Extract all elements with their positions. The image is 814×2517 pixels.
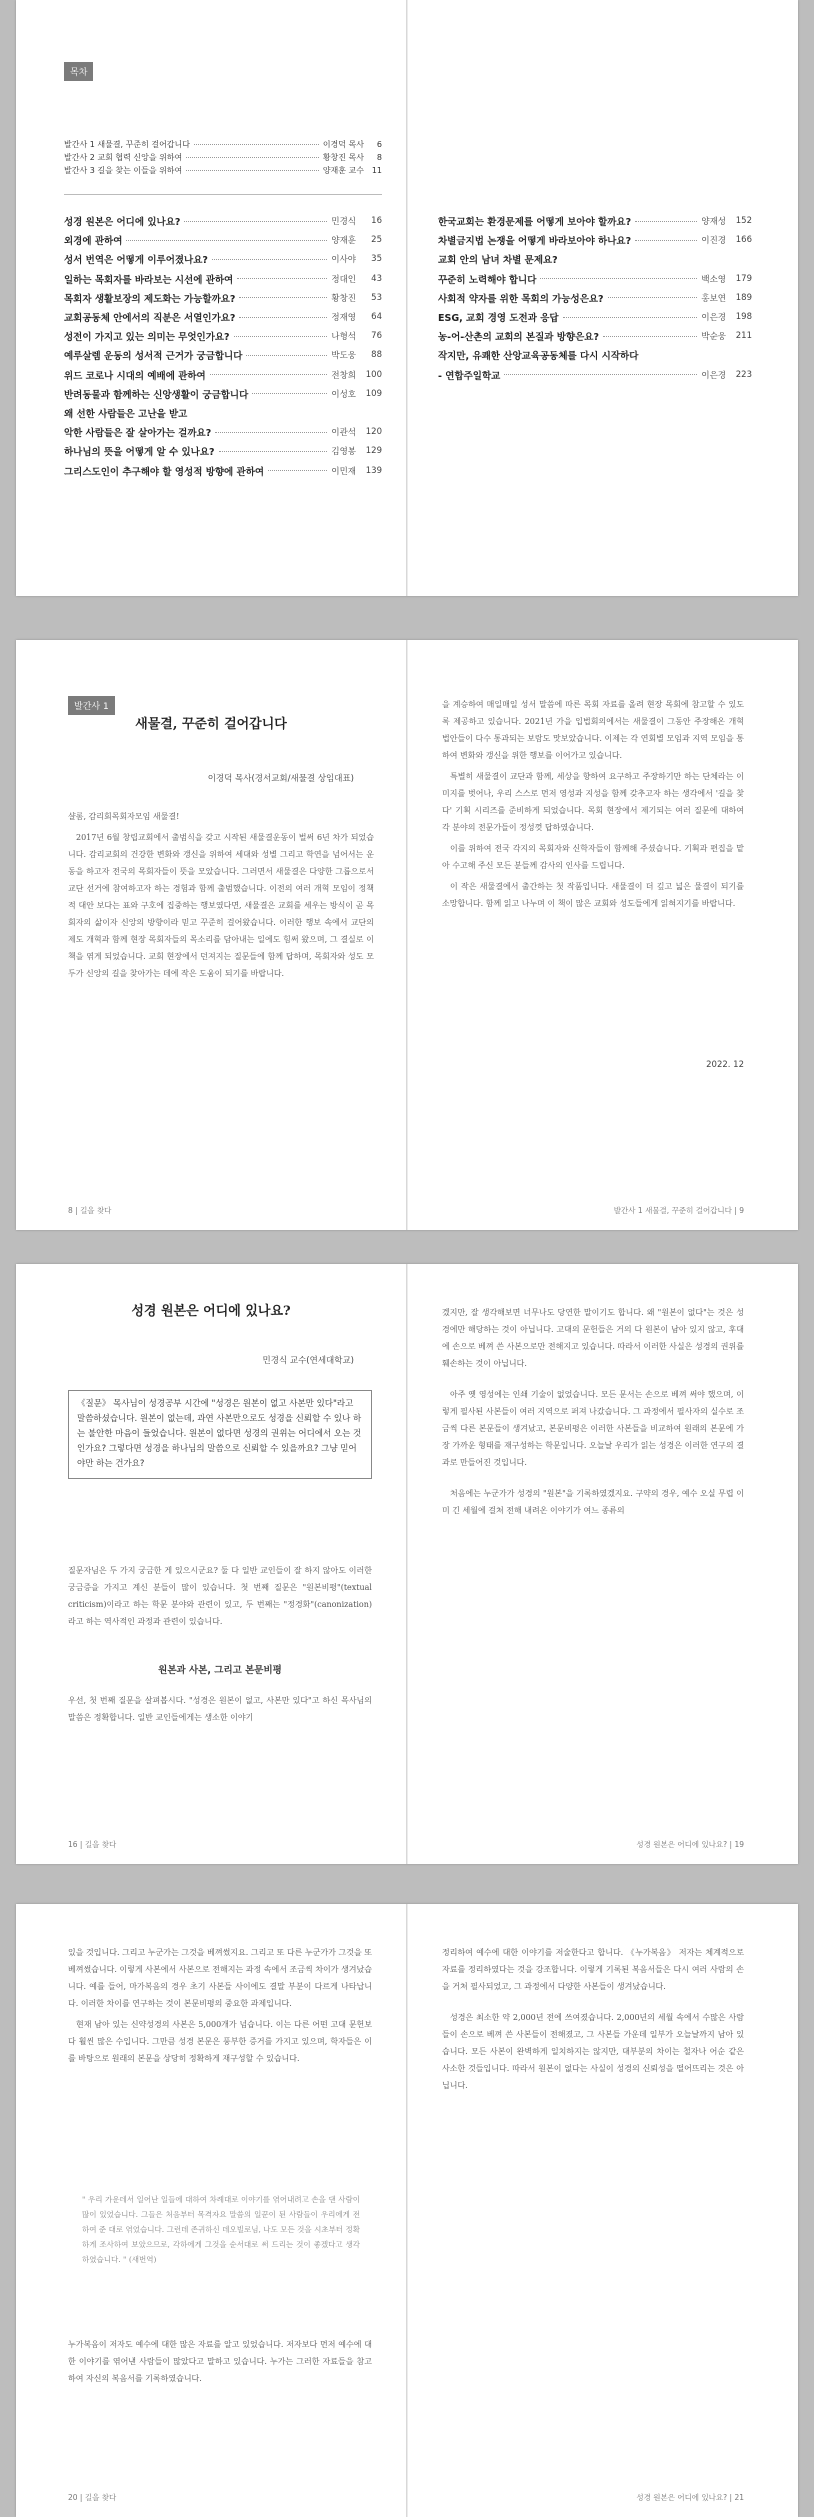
toc-entry[interactable] <box>64 233 382 247</box>
toc-entry-author: 황창진 <box>331 293 356 304</box>
paragraph: 특별히 새물결이 교단과 함께, 세상을 향하여 요구하고 주장하기만 하는 단체라는 이미지를 벗어나, 우리 스스로 먼저 영성과 지성을 함께 갖추고자 하는 생각에서 '길을 찾다' 기획 시리즈를 준비하게 되었습니다. 목회 현장에서 제기되는 여러 질문에 대하여 각 분야의 전문가들이 정성껏 답하였습니다. <box>442 772 744 832</box>
toc-badge: 목차 <box>64 62 93 81</box>
toc-entry[interactable] <box>64 291 382 305</box>
toc-entry-page: 120 <box>365 427 382 438</box>
chapter-paragraph: 우선, 첫 번째 질문을 살펴봅시다. "성경은 원본이 없고, 사본만 있다"고 하신 목사님의 말씀은 정확합니다. 일반 교인들에게는 생소한 이야기 <box>68 1696 372 1722</box>
toc-entry-title: 차별금지법 논쟁을 어떻게 바라보아야 하나요? <box>438 236 632 248</box>
toc-entry-title: 예루살렘 운동의 성서적 근거가 궁금합니다 <box>64 351 243 363</box>
toc-entry-page: 223 <box>735 369 752 380</box>
toc-leader-dots <box>212 259 327 260</box>
paragraph: 성경은 최소한 약 2,000년 전에 쓰여졌습니다. 2,000년의 세월 속에서 수많은 사람들이 손으로 베껴 쓴 사본들이 전해졌고, 그 사본들 가운데 일부가 오늘날까지 남아 있습니다. 모든 사본이 완벽하게 일치하지는 않지만, 대부분의 차이는 철자나 어순 같은 사소한 것들입니다. 따라서 원본이 없다는 사실이 성경의 신뢰성을 떨어뜨리는 것은 아닙니다. <box>442 2013 744 2090</box>
chapter-spread <box>16 1264 798 1864</box>
toc-entry-author: 전창희 <box>331 370 356 381</box>
toc-entry[interactable] <box>64 329 382 343</box>
toc-entry-title: 발간사 2 교회 협력 신앙을 위하여 <box>64 153 183 162</box>
toc-entry[interactable] <box>438 214 752 228</box>
toc-leader-dots <box>234 336 328 337</box>
toc-entry-author: 이사야 <box>331 255 356 266</box>
toc-entry-author: 김영봉 <box>331 447 356 458</box>
toc-leader-dots <box>186 157 319 158</box>
toc-entry-author: 양재성 <box>701 217 726 227</box>
continued-right-page <box>407 1904 798 2517</box>
preface-badge: 발간사 1 <box>68 696 115 715</box>
toc-leader-dots <box>210 374 328 375</box>
toc-entry-page: 129 <box>365 446 382 457</box>
toc-right-page <box>407 0 798 596</box>
toc-entry-page: 152 <box>735 216 752 226</box>
preface-author: 이경덕 목사(경서교회/새물결 상임대표) <box>207 774 354 784</box>
toc-entry-page: 198 <box>735 312 752 322</box>
toc-entry-author: 홍보연 <box>701 293 726 304</box>
toc-entry[interactable] <box>438 233 752 247</box>
toc-entry-page: 8 <box>376 153 382 162</box>
toc-spread <box>16 0 798 596</box>
chapter-right-page <box>407 1264 798 1864</box>
toc-entry-page: 189 <box>735 292 752 303</box>
toc-leader-dots <box>252 393 327 394</box>
toc-entry-author: 박순웅 <box>701 332 726 343</box>
paragraph: 겠지만, 잘 생각해보면 너무나도 당연한 말이기도 합니다. 왜 "원본이 없다"는 것은 성경에만 해당하는 것이 아닙니다. 고대의 문헌들은 거의 다 원본이 남아 있지 않고, 후대에 손으로 베껴 쓴 사본으로만 전해지고 있습니다. 따라서 이러한 사실은 성경의 권위를 훼손하는 것이 아닙니다. <box>442 1308 744 1368</box>
question-box: 《질문》 목사님이 성경공부 시간에 "성경은 원본이 없고 사본만 있다"라고 말씀하셨습니다. 원본이 없는데, 과연 사본만으로도 성경을 신뢰할 수 있나 하는 불안한 마음이 들었습니다. 원본이 없다면 성경의 권위는 어디에서 오는 것인가요? 그렇다면 성경을 하나님의 말씀으로 신뢰할 수 있을까요? 그냥 믿어야만 하는 건가요? <box>68 1390 372 1479</box>
paragraph: 아주 옛 영성에는 인쇄 기술이 없었습니다. 모든 문서는 손으로 베껴 써야 했으며, 이렇게 필사된 사본들이 여러 지역으로 퍼져 나갔습니다. 그 과정에서 필사자의 실수로 조금씩 다른 본문들이 생겨났고, 본문비평은 이러한 사본들을 비교하여 원래의 본문에 가장 가까운 형태를 재구성하는 학문입니다. 오늘날 우리가 읽는 성경은 이러한 연구의 결과로 만들어진 것입니다. <box>442 1390 744 1467</box>
toc-leader-dots <box>608 297 698 298</box>
toc-entry-title: 교회 안의 남녀 차별 문제요? <box>438 255 558 267</box>
toc-entry-author: 이관석 <box>331 428 356 439</box>
section-heading: 원본과 사본, 그리고 본문비평 <box>158 1665 282 1676</box>
toc-entry-title: 농-어-산촌의 교회의 본질과 방향은요? <box>438 332 599 344</box>
toc-entry[interactable] <box>64 425 382 439</box>
continued-paragraph: 누가복음이 저자도 예수에 대한 많은 자료를 알고 있었습니다. 저자보다 먼저 예수에 대한 이야기를 엮어낸 사람들이 많았다고 말하고 있습니다. 누가는 그러한 자료들을 참고하여 자신의 복음서를 기록하였습니다. <box>68 2340 372 2383</box>
toc-entry[interactable] <box>64 387 382 401</box>
toc-entry-title: 발간사 3 길을 찾는 이들을 위하여 <box>64 166 183 175</box>
toc-entry-title: 성서 번역은 어떻게 이루어졌나요? <box>64 255 208 267</box>
preface-date: 2022. 12 <box>706 1060 744 1070</box>
paragraph: 2017년 6월 창립교회에서 출범식을 갖고 시작된 새물결운동이 벌써 6년 차가 되었습니다. 감리교회의 건강한 변화와 갱신을 위하여 세대와 성별 그리고 학연을 넘어서는 운동을 하고자 전국의 목회자들이 뜻을 모았습니다. 그러면서 새물결은 다양한 그룹으로서 교단 선거에 참여하고자 하는 경험과 함께 출범했습니다. 이전의 여러 개혁 모임이 정책적 대안 보다는 표와 구호에 집중하는 행보였다면, 새물결은 교회를 세우는 방식이 곧 목회자의 삶이자 신앙의 방향이라 믿고 꾸준히 걸어왔습니다. 이러한 행보 속에서 교단의 제도 개혁과 함께 현장 목회자들의 목소리를 담아내는 일에도 힘써 왔으며, 그 결실로 이 책을 엮게 되었습니다. 교회 현장에서 던져지는 질문들에 함께 답하며, 목회자와 성도 모두가 신앙의 길을 찾아가는 데에 작은 도움이 되기를 바랍니다. <box>68 833 374 978</box>
toc-entry-page: 109 <box>365 388 382 399</box>
toc-entry-title: 성경 원본은 어디에 있나요? <box>64 217 181 228</box>
preface-spread <box>16 640 798 1230</box>
toc-entry[interactable] <box>438 252 752 266</box>
toc-entry[interactable] <box>64 310 382 324</box>
toc-entry-title: 작지만, 유쾌한 산앙교육공동체를 다시 시작하다 <box>438 351 639 363</box>
toc-entry[interactable] <box>64 165 382 176</box>
preface-left-page <box>16 640 407 1230</box>
chapter-author: 민경식 교수(연세대학교) <box>262 1356 354 1366</box>
toc-entry-author: 이은경 <box>701 313 726 323</box>
toc-entry[interactable] <box>64 139 382 150</box>
paragraph: 을 계승하여 매일매일 성서 말씀에 따른 목회 자료를 올려 현장 목회에 참고할 수 있도록 제공하고 있습니다. 2021년 가을 입법회의에서는 새물결이 그동안 주장해온 개혁 법안들이 다수 통과되는 보람도 맛보았습니다. 이제는 각 연회별 모임과 지역 모임을 통하여 변화와 갱신을 위한 행보를 이어가고 있습니다. <box>442 700 744 760</box>
toc-entry-title: 반려동물과 함께하는 신앙생활이 궁금합니다 <box>64 389 249 401</box>
toc-entry-author: 정재영 <box>331 313 356 323</box>
page-folio: 성경 원본은 어디에 있나요? | 19 <box>636 1840 744 1849</box>
continued-left-page <box>16 1904 407 2517</box>
toc-entry-title: 왜 선한 사람들은 고난을 받고 <box>64 409 188 420</box>
paragraph: 현재 남아 있는 신약성경의 사본은 5,000개가 넘습니다. 이는 다른 어떤 고대 문헌보다 훨씬 많은 수입니다. 그만큼 성경 본문은 풍부한 증거를 가지고 있으며, 학자들은 이를 바탕으로 원래의 본문을 상당히 정확하게 재구성할 수 있습니다. <box>68 2020 372 2063</box>
preface-title: 새물결, 꾸준히 걸어갑니다 <box>135 717 287 732</box>
toc-entry-author: 나형석 <box>331 332 356 343</box>
toc-entry-title: ESG, 교회 경영 도전과 응답 <box>438 313 559 324</box>
toc-leader-dots <box>635 221 697 222</box>
chapter-intro: 질문자님은 두 가지 궁금한 게 있으시군요? 둘 다 일반 교인들이 잘 하지 않아도 이러한 궁금증을 가지고 계신 분들이 많이 있습니다. 첫 번째 질문은 "원본비평"(textual criticism)이라고 하는 학문 분야와 관련이 있고, 두 번째는 "정경화"(canonization)라고 하는 역사적인 과정과 관련이 있습니다. <box>68 1566 372 1626</box>
page-folio: 성경 원본은 어디에 있나요? | 21 <box>636 2493 744 2502</box>
toc-leader-dots <box>635 240 697 241</box>
toc-entry-page: 53 <box>371 292 382 303</box>
toc-entry[interactable] <box>64 464 382 478</box>
toc-entry-author: 민경식 <box>331 217 356 227</box>
toc-entry-page: 16 <box>371 216 382 226</box>
toc-entry-title: 사회적 약자를 위한 목회의 가능성은요? <box>438 293 604 305</box>
toc-entry-page: 166 <box>735 235 752 246</box>
toc-entry-page: 35 <box>371 254 382 265</box>
toc-divider <box>64 194 382 195</box>
toc-entry-author: 이성호 <box>331 389 356 400</box>
toc-entry-page: 64 <box>371 312 382 322</box>
toc-leader-dots <box>239 297 327 298</box>
toc-entry-page: 76 <box>371 331 382 342</box>
continued-left-text <box>68 1944 372 2067</box>
continued-right-text <box>442 1944 744 2094</box>
toc-leader-dots <box>184 221 327 222</box>
toc-entry-title: 하나님의 뜻을 어떻게 알 수 있나요? <box>64 447 215 459</box>
toc-entry-title: 위드 코로나 시대의 예배에 관하여 <box>64 370 206 382</box>
toc-leader-dots <box>194 144 319 145</box>
toc-entry[interactable] <box>64 368 382 382</box>
toc-entry-page: 100 <box>365 369 382 380</box>
toc-entry-title: 한국교회는 환경문제를 어떻게 보아야 할까요? <box>438 217 632 228</box>
toc-leader-dots <box>563 317 698 318</box>
toc-entry-author: 정대인 <box>331 274 356 285</box>
toc-entry[interactable] <box>64 406 382 420</box>
toc-entry-author: 황창진 목사 <box>322 153 364 162</box>
toc-entry[interactable] <box>438 368 752 382</box>
toc-entry[interactable] <box>64 444 382 458</box>
toc-entry-author: 양재훈 교수 <box>322 166 364 175</box>
toc-leader-dots <box>219 451 328 452</box>
toc-entry-title: 외경에 관하여 <box>64 236 123 248</box>
toc-entry-title: 일하는 목회자를 바라보는 시선에 관하여 <box>64 274 234 286</box>
paragraph: 샬롬, 감리회목회자모임 새물결! <box>68 812 180 821</box>
toc-entry-page: 88 <box>371 350 382 361</box>
toc-leader-dots <box>268 470 327 471</box>
chapter-title: 성경 원본은 어디에 있나요? <box>131 1304 291 1319</box>
toc-leader-dots <box>246 355 327 356</box>
toc-entry-page: 11 <box>371 166 382 175</box>
toc-leader-dots <box>215 432 327 433</box>
toc-entry-title: 꾸준히 노력해야 합니다 <box>438 274 537 286</box>
page-folio: 8 | 길을 찾다 <box>68 1206 112 1215</box>
toc-entry[interactable] <box>64 272 382 286</box>
toc-leader-dots <box>239 317 327 318</box>
toc-entry-page: 25 <box>371 235 382 246</box>
toc-entry[interactable] <box>438 310 752 324</box>
preface-right-page <box>407 640 798 1230</box>
toc-leader-dots <box>540 278 697 279</box>
toc-entry-title: - 연합주일학교 <box>438 370 501 382</box>
toc-entry[interactable] <box>64 214 382 228</box>
paragraph: 정리하여 예수에 대한 이야기를 저술한다고 합니다. 《누가복음》 저자는 체계적으로 자료를 정리하였다는 것을 강조합니다. 이렇게 기록된 복음서들은 다시 여러 사람의 손을 거쳐 필사되었고, 그 과정에서 다양한 사본들이 생겨났습니다. <box>442 1948 744 1991</box>
toc-entry-title: 악한 사람들은 잘 살아가는 걸까요? <box>64 428 212 440</box>
paragraph: 있을 것입니다. 그리고 누군가는 그것을 베껴썼지요. 그리고 또 다른 누군가가 그것을 또 베껴썼습니다. 이렇게 사본에서 사본으로 전해지는 과정 속에서 조금씩 차이가 생겨났습니다. 예를 들어, 마가복음의 경우 초기 사본들 사이에도 결말 부분이 다르게 나타납니다. 이러한 차이를 연구하는 것이 본문비평의 중요한 과제입니다. <box>68 1948 372 2008</box>
toc-leader-dots <box>237 278 327 279</box>
toc-entry-author: 이진경 <box>701 236 726 247</box>
chapter-right-text <box>442 1304 744 1519</box>
chapter-left-page <box>16 1264 407 1864</box>
paragraph: 처음에는 누군가가 성경의 "원본"을 기록하였겠지요. 구약의 경우, 예수 오실 무렵 이미 긴 세월에 걸쳐 전해 내려온 이야기가 여느 종류의 <box>442 1489 744 1515</box>
toc-leader-dots <box>126 240 327 241</box>
toc-leader-dots <box>504 374 697 375</box>
chapter-continued-spread <box>16 1904 798 2517</box>
toc-left-page <box>16 0 407 596</box>
toc-entry-page: 139 <box>365 465 382 476</box>
toc-entry[interactable] <box>438 329 752 343</box>
page-folio: 16 | 길을 찾다 <box>68 1840 117 1849</box>
toc-entry[interactable] <box>438 272 752 286</box>
toc-entry-author: 이은경 <box>701 370 726 381</box>
toc-entry-author: 양재훈 <box>331 236 356 247</box>
toc-entry-author: 박도웅 <box>331 351 356 362</box>
toc-entry-title: 그리스도인이 추구해야 할 영성적 방향에 관하여 <box>64 466 265 478</box>
toc-entry-page: 43 <box>371 273 382 284</box>
toc-entry[interactable] <box>64 152 382 163</box>
toc-entry-title: 발간사 1 새물결, 꾸준히 걸어갑니다 <box>64 140 190 149</box>
scripture-quote: " 우리 가운데서 일어난 일들에 대하여 차례대로 이야기를 엮어내려고 손을 댄 사람이 많이 있었습니다. 그들은 처음부터 목격자요 말씀의 일꾼이 된 사람들이 우리에게 전하여 준 대로 엮었습니다. 그런데 존귀하신 데오빌로님, 나도 모든 것을 시초부터 정확하게 조사하여 보았으므로, 각하에게 그것을 순서대로 써 드리는 것이 좋겠다고 생각하였습니다. " (새번역) <box>82 2195 360 2264</box>
page-folio: 발간사 1 새물결, 꾸준히 걸어갑니다 | 9 <box>613 1206 744 1215</box>
paragraph: 이를 위하여 전국 각지의 목회자와 신학자들이 함께해 주셨습니다. 기획과 편집을 맡아 수고해 주신 모든 분들께 감사의 인사를 드립니다. <box>442 844 744 870</box>
toc-entry-title: 성전이 가지고 있는 의미는 무엇인가요? <box>64 332 230 344</box>
toc-entry[interactable] <box>64 348 382 362</box>
toc-leader-dots <box>186 170 319 171</box>
toc-entry-page: 211 <box>735 331 752 342</box>
toc-leader-dots <box>603 336 697 337</box>
toc-entry[interactable] <box>64 252 382 266</box>
toc-entry[interactable] <box>438 291 752 305</box>
toc-entry-title: 목회자 생활보장의 제도화는 가능할까요? <box>64 293 236 305</box>
toc-entry-author: 이경덕 목사 <box>322 140 364 149</box>
preface-left-text <box>68 808 374 982</box>
toc-entry-title: 교회공동체 안에서의 직분은 서열인가요? <box>64 313 236 324</box>
preface-right-text <box>442 696 744 912</box>
paragraph: 이 작은 새물결에서 출간하는 첫 작품입니다. 새물결이 더 깊고 넓은 물결이 되기를 소망합니다. 함께 읽고 나누며 이 책이 많은 교회와 성도들에게 읽혀지기를 바랍니다. <box>442 882 744 908</box>
toc-entry-page: 179 <box>735 273 752 284</box>
toc-entry[interactable] <box>438 348 752 362</box>
toc-entry-author: 이민재 <box>331 466 356 477</box>
toc-entry-author: 백소영 <box>701 274 726 285</box>
toc-entry-page: 6 <box>376 140 382 149</box>
page-folio: 20 | 길을 찾다 <box>68 2493 117 2502</box>
